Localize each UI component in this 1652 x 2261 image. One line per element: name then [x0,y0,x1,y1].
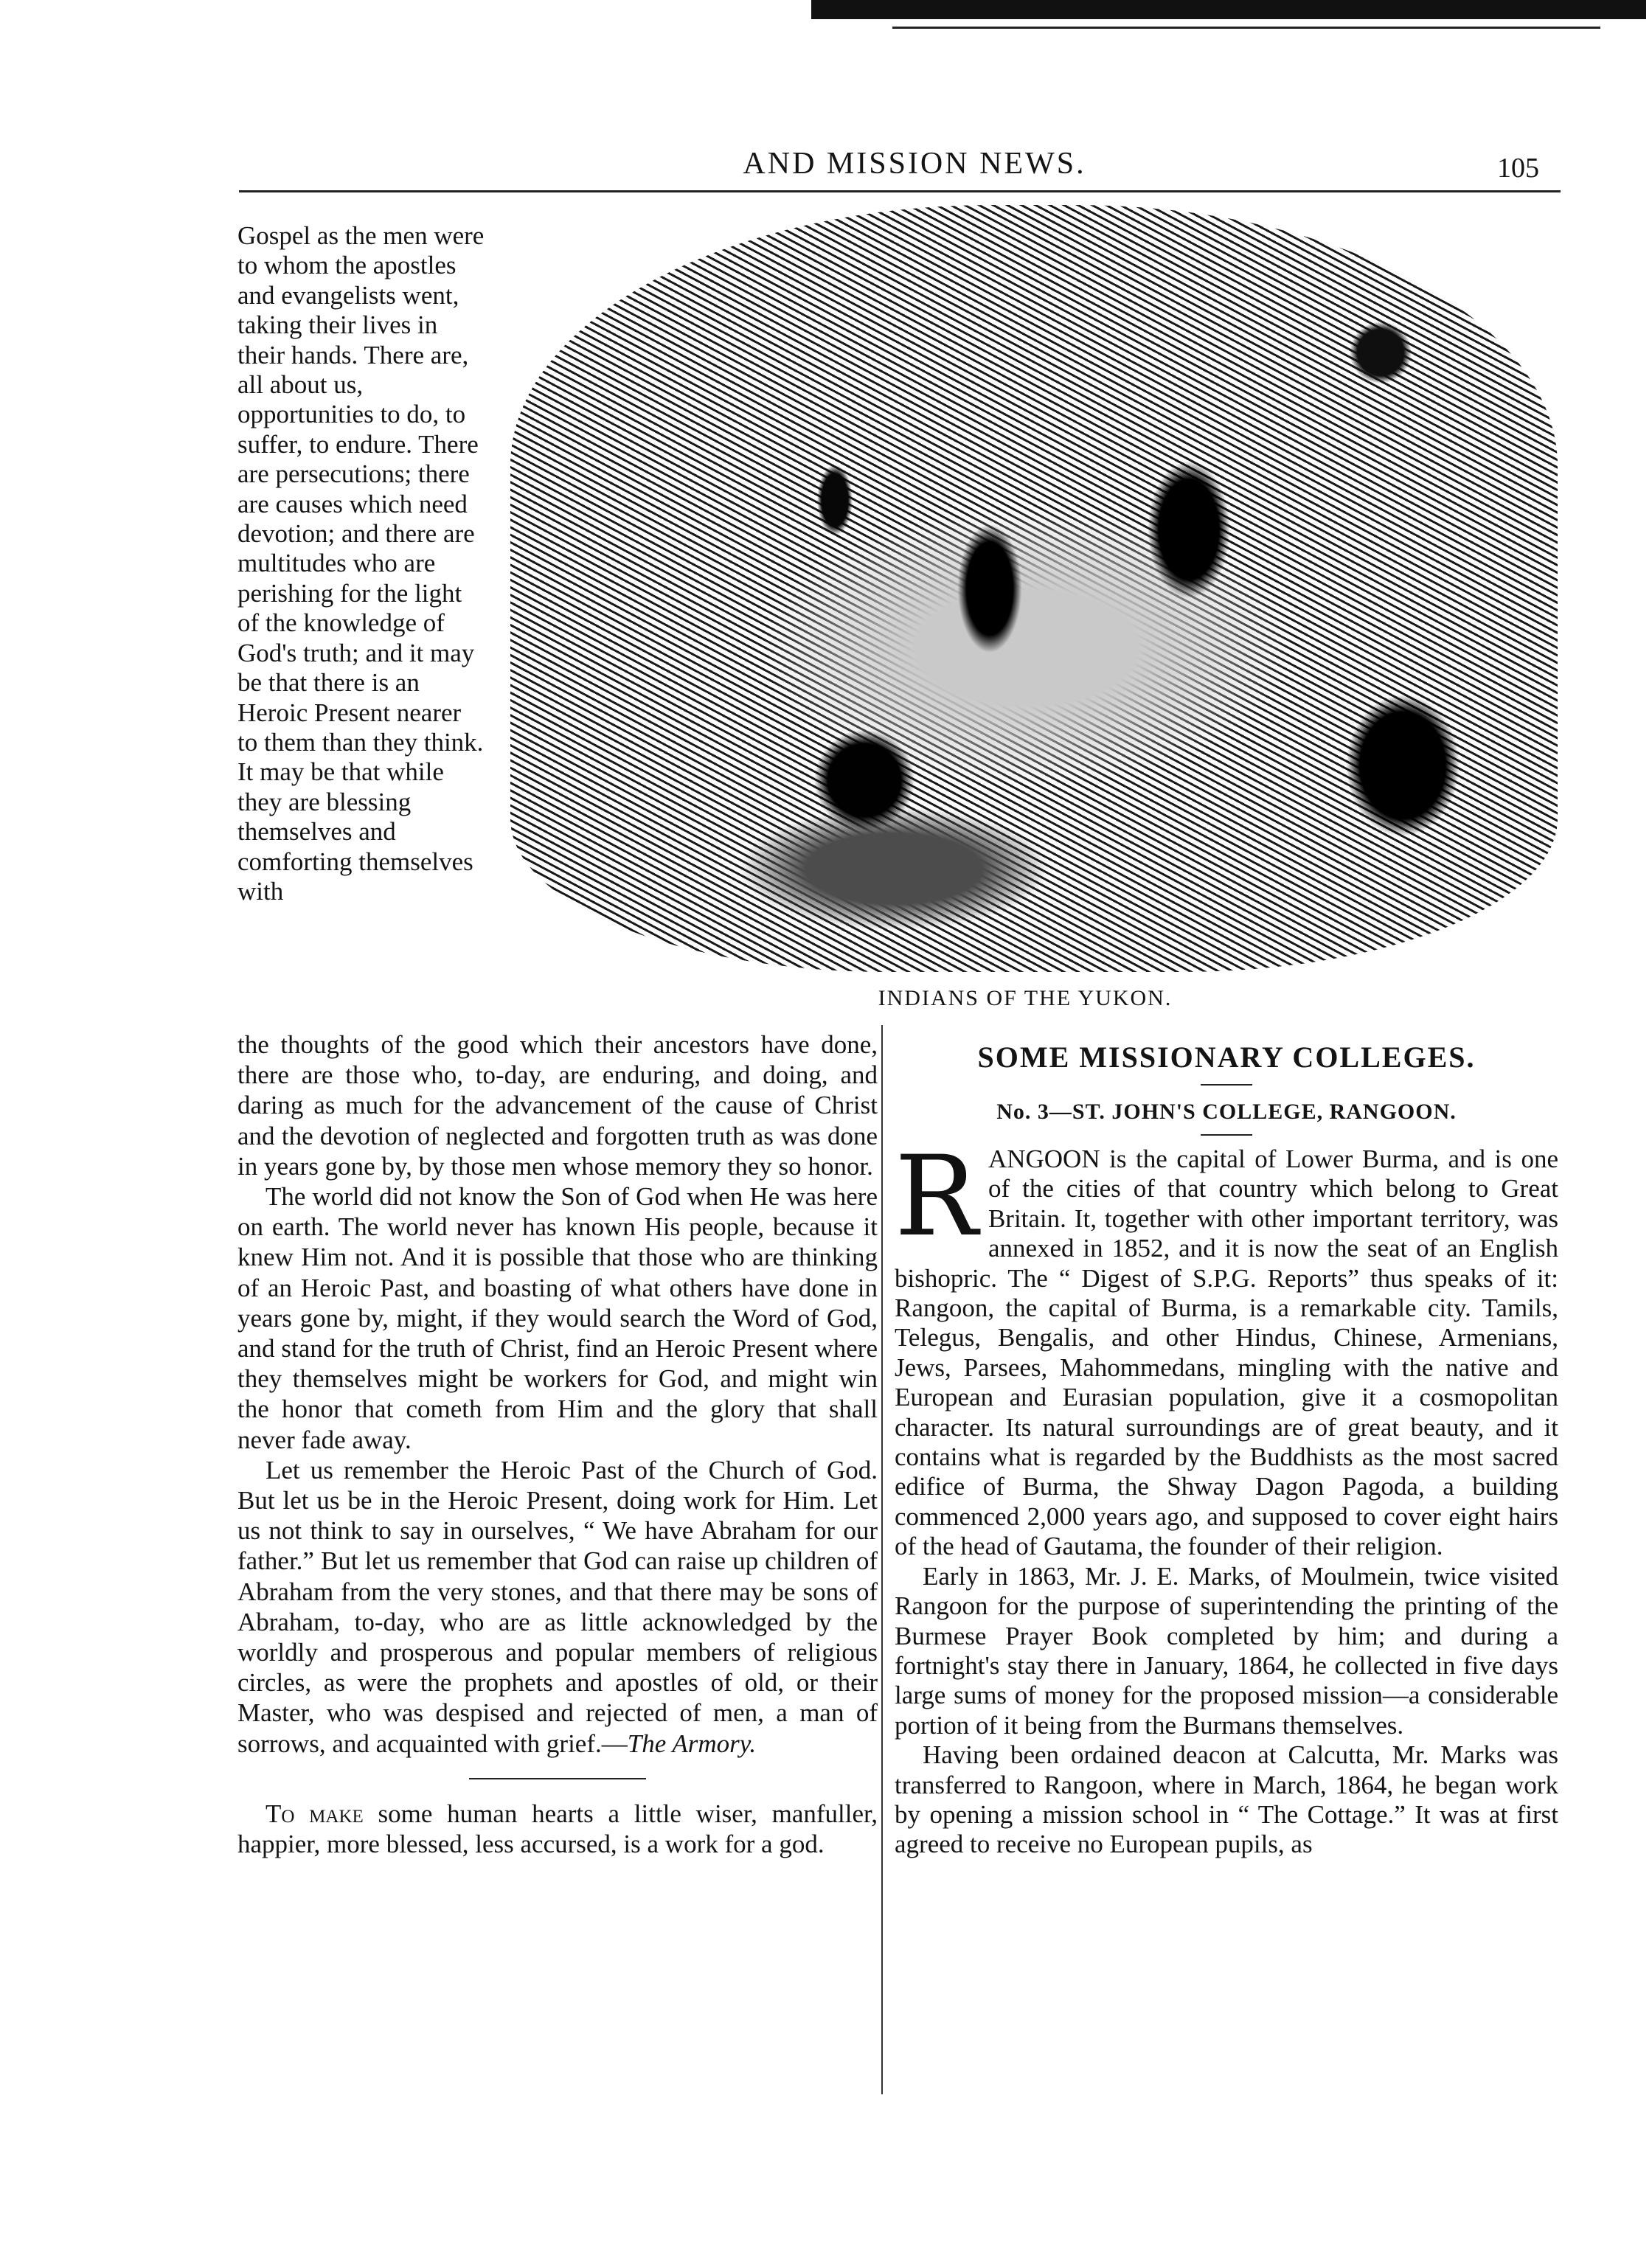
filler-text: some human hearts a little wiser, manfuller, happier, more blessed, less accursed, is a work for a god. [237,1799,878,1859]
college-paragraph [895,1133,1558,1562]
header-rule [239,190,1561,192]
column-rule [881,1025,883,2094]
drop-cap: R [895,1133,978,1261]
title-rule [1201,1084,1252,1086]
college-paragraph-text: ANGOON is the capital of Lower Burma, and is one of the cities of that country which belong to Great Britain. It, together with other important territory, was annexed in 1852, and it is now the seat of an English bishopric. The “ Digest of S.P.G. Reports” thus speaks of it: Rangoon, the capital of Burma, is a remarkable city. Tamils, Telegus, Bengalis, and other Hindus, Chinese, Armenians, Jews, Parsees, Mahommedans, mingling with the native and European and Eurasian population, give it a cosmopolitan character. Its natural surroundings are of great beauty, and it contains what is regarded by the Buddhists as the most sacred edifice of Burma, the Shway Dagon Pagoda, a building commenced 2,000 years ago, and supposed to cover eight hairs of the head of Gautama, the founder of their religion. [895,1145,1558,1561]
section-subtitle: No. 3—ST. JOHN'S COLLEGE, RANGOON. [996,1100,1457,1124]
article-paragraph: The world did not know the Son of God when He was here on earth. The world never has known His people, because it knew Him not. And it is possible that those who are thinking of an Heroic Past, and boasting of what others have done in years gone by, might, if they would search the Word of God, and stand for the truth of Christ, find an Heroic Present where they themselves might be workers for God, and might win the honor that cometh from Him and the glory that shall never fade away. [237,1182,878,1454]
article-wrap-column [237,221,487,906]
section-title: SOME MISSIONARY COLLEGES. [977,1041,1476,1074]
article-paragraph-final [237,1455,878,1759]
college-paragraph: Early in 1863, Mr. J. E. Marks, of Moulmein, twice visited Rangoon for the purpose of superintending the printing of the Burmese Prayer Book completed by him; and during a fortnight's stay there in January, 1864, he collected in five days large sums of money for the proposed mission—a considerable portion of it being from the Burmans themselves. [895,1561,1558,1740]
engraving-illustration [510,205,1558,972]
article-wrap-text: Gospel as the men were to whom the apostles and evangelists went, taking their lives in their hands. There are, all about us, opportunities to do, to suffer, to endure. There are persecutions; there are causes which need devotion; and there are multitudes who are perishing for the light of the knowledge of God's truth; and it may be that there is an Heroic Present nearer to them than they think. It may be that while they are blessing themselves and comforting themselves with [237,221,485,906]
subtitle-rule [1201,1134,1252,1136]
filler-quote [237,1799,878,1859]
right-column [895,1035,1558,1860]
running-title: AND MISSION NEWS. [743,147,1086,181]
illustration-caption: INDIANS OF THE YUKON. [878,986,1173,1010]
article-continuation: the thoughts of the good which their ancestors have done, there are those who, to-day, are enduring, and doing, and daring as much for the advancement of the cause of Christ and the devotion of neglected and forgotten truth as was done in years gone by, by those men whose memory they so honor. [237,1030,878,1181]
filler-lead: To make [266,1799,364,1828]
top-rule [892,27,1600,29]
college-paragraph: Having been ordained deacon at Calcutta, Mr. Marks was transferred to Rangoon, where in March, 1864, he began work by opening a mission school in “ The Cottage.” It was at first agreed to receive no European pupils, as [895,1740,1558,1859]
paragraph-text: Let us remember the Heroic Past of the Church of God. But let us be in the Heroic Present, doing work for Him. Let us not think to say in ourselves, “ We have Abraham for our father.” But let us remember that God can raise up children of Abraham from the very stones, and that there may be sons of Abraham, to-day, who are as little acknowledged by the worldly and prosperous and popular members of religious circles, as were the prophets and apostles of old, or their Master, who was despised and rejected of men, a man of sorrows, and acquainted with grief.— [237,1455,878,1758]
page-number: 105 [1497,153,1539,184]
article-source: The Armory. [627,1729,757,1758]
separator-rule [469,1778,646,1779]
top-edge-bar [811,0,1646,19]
left-column [237,1029,878,1859]
